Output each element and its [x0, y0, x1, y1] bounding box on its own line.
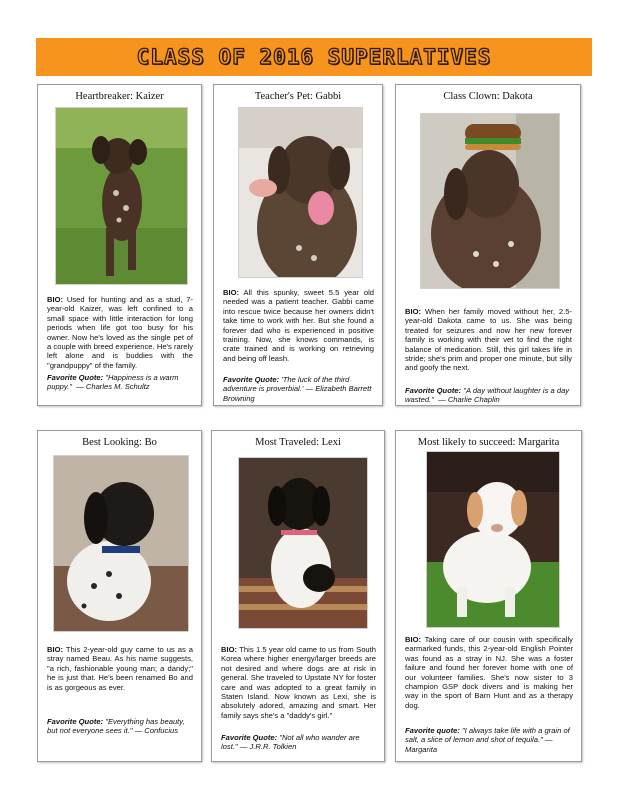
favorite-quote: Favorite Quote: "Happiness is a warm puppy." — Charles M. Schultz [47, 373, 179, 392]
quote-author: — Margarita [405, 735, 553, 754]
card-gabbi [213, 84, 383, 406]
favorite-quote: Favorite Quote: "A day without laughter is a day wasted." — Charlie Chaplin [405, 386, 570, 405]
dog-photo-kaizer [55, 107, 188, 285]
title-banner [36, 38, 592, 76]
bio-text: BIO: All this spunky, sweet 5.5 year old needed was a patient teacher. Gabbi came into rescue twice because her owners didn't take time to work with her. But she found a forever dad who is experienced in positive training. Now, she knows commands, is crate trained and is working on retrieving and being off leash. [223, 288, 374, 363]
card-title: Class Clown: Dakota [443, 91, 533, 102]
bio-text: BIO: This 2-year-old guy came to us as a stray named Beau. As his name suggests, "a rich, fashionable young man; a dandy;" he is just that. He's been renamed Bo and is as gorgeous as ever. [47, 645, 193, 692]
dog-photo-gabbi [238, 107, 363, 278]
page-title: CLASS OF 2016 SUPERLATIVES [136, 45, 492, 69]
card-lexi [211, 430, 385, 762]
bio-text: BIO: Used for hunting and as a stud, 7-year-old Kaizer, was left confined to a small space with little interaction for long periods when life got too busy for his owner. Now he's loved as the single pet of a couple with breed experience. He's rarely left alone and is buddies with the "grandpuppy" of the family. [47, 295, 193, 370]
bio-text: BIO: Taking care of our cousin with specifically earmarked funds, this 2-year-old English Pointer was found as a stray in NJ. She was a foster failure and found her forever home with one of our volunteer families. She's now sister to 3 champion GSP dock divers and is making her way in the sport of Barn Hunt and as a therapy dog. [405, 635, 573, 710]
bio-text: BIO: This 1.5 year old came to us from South Korea where higher energy/larger breeds are not desired and where dogs are at risk in general. She traveled to Upstate NY for foster care and was adopted to a great family in Staten Island. Now known as Lexi, she is absolutely adored, amazing and smart. Her family says she's a "daddy's girl." [221, 645, 376, 720]
card-title: Most Traveled: Lexi [255, 437, 341, 448]
quote-author: — Confucius [134, 726, 179, 736]
quote-author: — J.R.R. Tolkien [239, 742, 297, 752]
quote-text: "A day without laughter is a day wasted." [405, 386, 570, 405]
bio-text: BIO: When her family moved without her, 2.5-year-old Dakota came to us. She was being treated for seizures and now her new forever family is working with their vet to find the right balance of medication. Still, this girl takes life in stride; she's prim and proper one minute, but silly and goofy the next. [405, 307, 572, 373]
favorite-quote: Favorite Quote: 'The luck of the third adventure is proverbial.' — Elizabeth Barrett Browning [223, 375, 372, 403]
dog-photo-margarita [426, 451, 560, 628]
card-title: Most likely to succeed: Margarita [417, 437, 560, 448]
quote-text: 'The luck of the third adventure is proverbial.' [223, 375, 350, 394]
bio-body: All this spunky, sweet 5.5 year old needed was a patient teacher. Gabbi came into rescue twice because her owners didn't take time to work with her. But she found a forever dad who is experienced in positive training. Now, she knows commands, is crate trained and is working on retrieving and being off leash. [223, 288, 374, 363]
quote-author: — Charles M. Schultz [76, 382, 150, 392]
quote-author: — Charlie Chaplin [438, 395, 500, 405]
quote-text: "Not all who wander are lost." [221, 733, 360, 752]
card-title: Heartbreaker: Kaizer [75, 91, 164, 102]
card-kaizer [37, 84, 202, 406]
favorite-quote: Favorite quote: "I always take life with a grain of salt, a slice of lemon and shot of tequila." — Margarita [405, 726, 570, 754]
card-title: Best Looking: Bo [82, 437, 157, 448]
favorite-quote: Favorite Quote: "Everything has beauty, but not everyone sees it." — Confucius [47, 717, 185, 736]
dog-photo-dakota [420, 113, 560, 289]
bio-body: Taking care of our cousin with specifically earmarked funds, this 2-year-old English Pointer was found as a stray in NJ. She was a foster failure and found her forever home with one of our volunteer families. She's now sister to 3 champion GSP dock divers and is making her way in the sport of Barn Hunt and as a therapy dog. [405, 635, 573, 710]
card-title: Teacher's Pet: Gabbi [254, 91, 342, 102]
card-bo [37, 430, 202, 762]
favorite-quote: Favorite Quote: "Not all who wander are lost." — J.R.R. Tolkien [221, 733, 360, 752]
dog-photo-lexi [238, 457, 368, 629]
quote-text: "Everything has beauty, but not everyone sees it." [47, 717, 185, 736]
bio-body: This 1.5 year old came to us from South Korea where higher energy/larger breeds are not desired and where dogs are at risk in general. She traveled to Upstate NY for foster care and was adopted to a great family in Staten Island. Now known as Lexi, she is absolutely adored, amazing and smart. Her family says she's a "daddy's girl." [221, 645, 376, 720]
card-margarita [395, 430, 582, 762]
quote-text: "I always take life with a grain of salt, a slice of lemon and shot of tequila." [405, 726, 570, 745]
bio-body: This 2-year-old guy came to us as a stray named Beau. As his name suggests, "a rich, fashionable young man; a dandy;" he is just that. He's been renamed Bo and is as gorgeous as ever. [47, 645, 193, 692]
card-dakota [395, 84, 581, 406]
bio-body: Used for hunting and as a stud, 7-year-old Kaizer, was left confined to a small space with little interaction for long periods when life got too busy for his owner. Now he's loved as the single pet of a couple with breed experience. He's rarely left alone and is buddies with the "grandpuppy" of the family. [47, 295, 193, 370]
bio-body: When her family moved without her, 2.5-year-old Dakota came to us. She was being treated for seizures and now her new forever family is working with their vet to find the right balance of medication. Still, this girl takes life in stride; she's prim and proper one minute, but silly and goofy the next. [405, 307, 572, 373]
quote-author: — Elizabeth Barrett Browning [223, 384, 372, 403]
quote-text: "Happiness is a warm puppy." [47, 373, 179, 392]
dog-photo-bo [53, 455, 189, 632]
